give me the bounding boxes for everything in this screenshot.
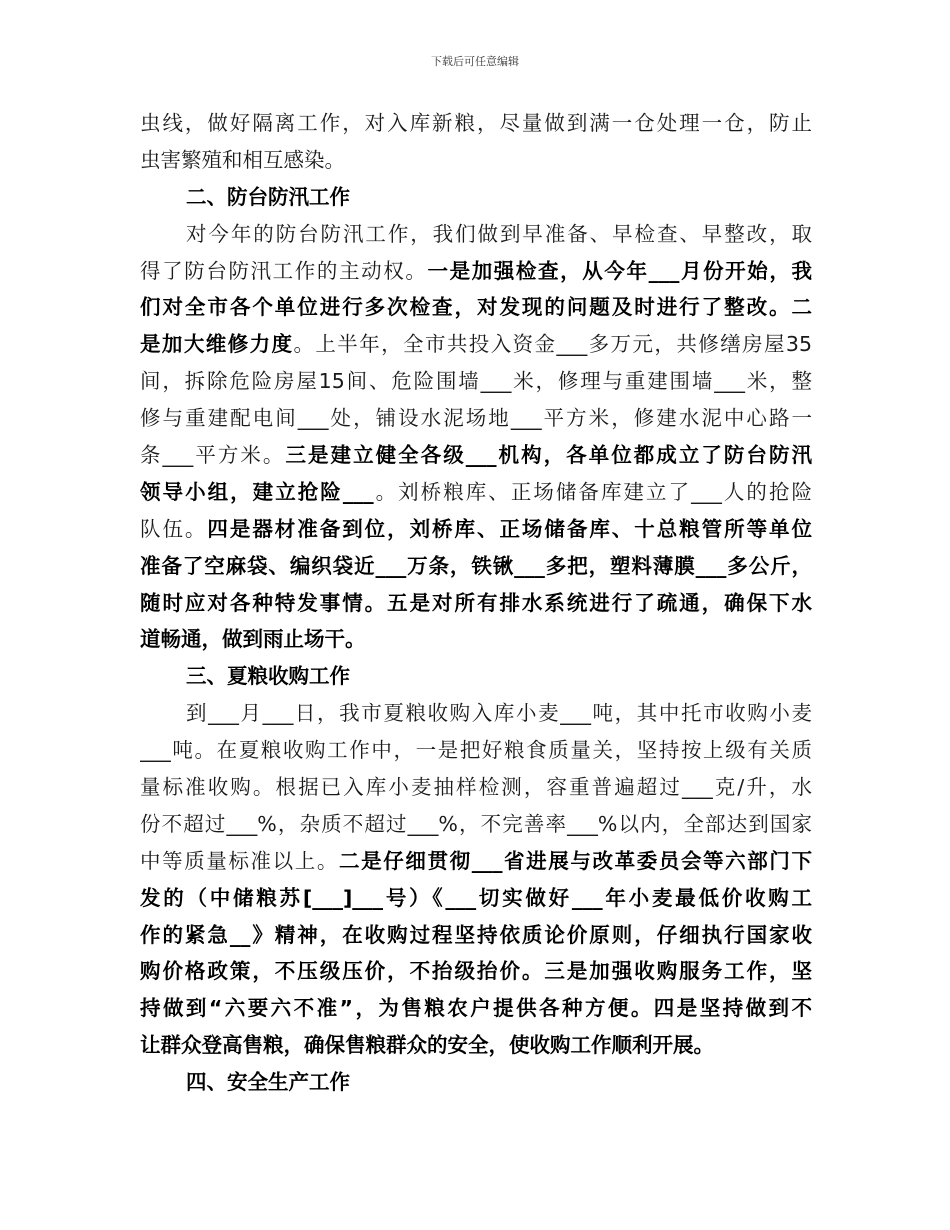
- text-run: 。刘桥粮库、正场储备库建立了___人的抢险: [373, 479, 812, 504]
- text-line: [140, 216, 812, 253]
- text-line: [140, 1027, 812, 1064]
- document-body: [140, 105, 812, 1101]
- text-line: [140, 806, 812, 843]
- text-line: [140, 326, 812, 363]
- text-run: 队伍。: [140, 516, 208, 541]
- bold-text-run: 持做到“六要六不准”，为售粮农户提供各种方便。四是坚持做到不: [140, 996, 812, 1021]
- text-line: [140, 142, 812, 179]
- bold-text-run: 准备了空麻袋、编织袋近___万条，铁锹___多把，塑料薄膜___多公斤，: [140, 553, 812, 578]
- text-line: [140, 253, 812, 290]
- text-run: 对今年的防台防汛工作，我们做到早准备、早检查、早整改，取: [186, 221, 812, 246]
- text-line: [140, 990, 812, 1027]
- text-line: [140, 548, 812, 585]
- bold-text-run: 一是加强检查，从今年___月份开始，我: [427, 258, 812, 283]
- section-heading: [140, 179, 812, 216]
- bold-text-run: 们对全市各个单位进行多次检查，对发现的问题及时进行了整改。二: [140, 295, 812, 320]
- text-run: 份不超过___%，杂质不超过___%，不完善率___%以内，全部达到国家: [140, 811, 812, 836]
- text-line: [140, 843, 812, 880]
- text-line: [140, 400, 812, 437]
- bold-text-run: 让群众登高售粮，确保售粮群众的安全，使收购工作顺利开展。: [140, 1033, 714, 1058]
- bold-text-run: 是加大维修力度: [140, 332, 294, 357]
- text-run: 虫害繁殖和相互感染。: [140, 147, 345, 172]
- text-line: [140, 474, 812, 511]
- bold-text-run: 发的（中储粮苏[___]___号）《___切实做好___年小麦最低价收购工: [140, 885, 812, 910]
- bold-text-run: 作的紧急__》精神，在收购过程坚持依质论价原则，仔细执行国家收: [140, 922, 812, 947]
- text-line: [140, 105, 812, 142]
- text-line: [140, 769, 812, 806]
- text-line: [140, 585, 812, 622]
- text-run: 虫线，做好隔离工作，对入库新粮，尽量做到满一仓处理一仓，防止: [140, 111, 812, 135]
- text-line: [140, 289, 812, 326]
- bold-text-run: 二是仔细贯彻___省进展与改革委员会等六部门下: [339, 848, 812, 873]
- text-line: [140, 880, 812, 917]
- text-line: [140, 621, 812, 658]
- text-run: 到___月___日，我市夏粮收购入库小麦___吨，其中托市收购小麦: [186, 701, 812, 726]
- text-run: 修与重建配电间___处，铺设水泥场地___平方米，修建水泥中心路一: [140, 406, 812, 431]
- text-line: [140, 695, 812, 732]
- text-run: 二、防台防汛工作: [186, 184, 350, 209]
- text-run: 中等质量标准以上。: [140, 848, 340, 873]
- text-run: 条___平方米。: [140, 443, 286, 468]
- bold-text-run: 四是器材准备到位，刘桥库、正场储备库、十总粮管所等单位: [207, 516, 812, 541]
- bold-text-run: 领导小组，建立抢险___: [140, 479, 374, 504]
- bold-text-run: 三是建立健全各级___机构，各单位都成立了防台防汛: [285, 443, 812, 468]
- text-run: 三、夏粮收购工作: [186, 664, 350, 689]
- bold-text-run: 随时应对各种特发事情。五是对所有排水系统进行了疏通，确保下水: [140, 590, 812, 615]
- text-line: [140, 437, 812, 474]
- text-run: ___吨。在夏粮收购工作中，一是把好粮食质量关，坚持按上级有关质: [140, 738, 812, 763]
- text-run: 四、安全生产工作: [186, 1070, 350, 1095]
- section-heading: [140, 658, 812, 695]
- bold-text-run: 购价格政策，不压级压价，不抬级抬价。三是加强收购服务工作，坚: [140, 959, 812, 984]
- text-line: [140, 511, 812, 548]
- text-line: [140, 917, 812, 954]
- text-run: 。上半年，全市共投入资金___多万元，共修缮房屋35: [293, 332, 812, 357]
- page-header: 下载后可任意编辑: [431, 55, 519, 68]
- text-run: 间，拆除危险房屋15间、危险围墙___米，修理与重建围墙___米，整: [140, 369, 812, 394]
- text-run: 得了防台防汛工作的主动权。: [140, 258, 428, 283]
- text-run: 量标准收购。根据已入库小麦抽样检测，容重普遍超过___克/升，水: [140, 775, 812, 800]
- text-line: [140, 732, 812, 769]
- text-line: [140, 363, 812, 400]
- bold-text-run: 道畅通，做到雨止场干。: [140, 627, 366, 652]
- section-heading: [140, 1064, 812, 1101]
- text-line: [140, 953, 812, 990]
